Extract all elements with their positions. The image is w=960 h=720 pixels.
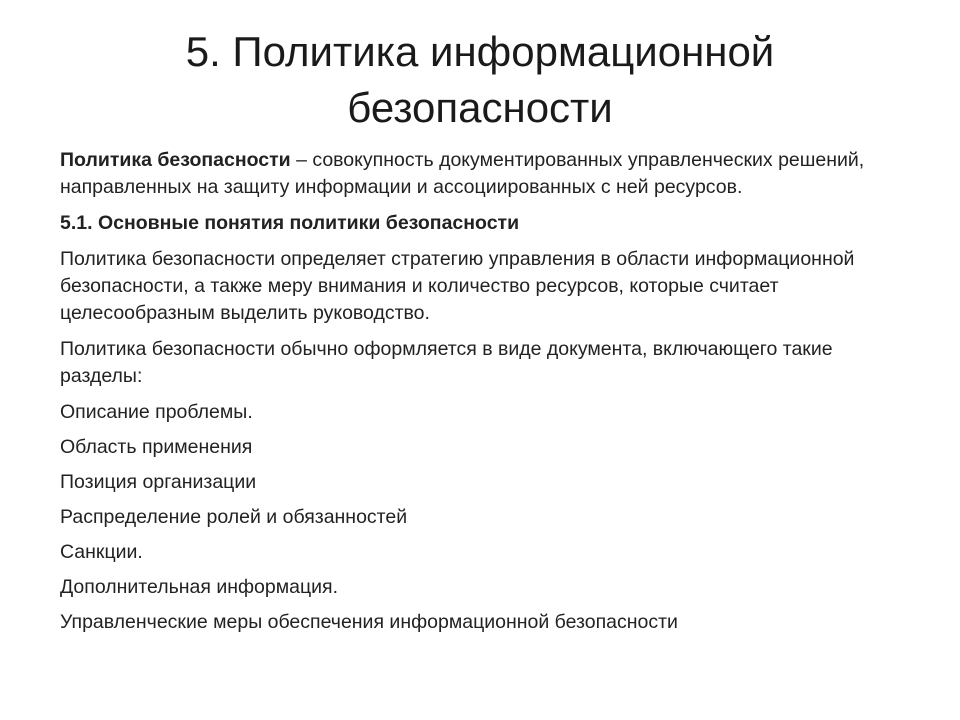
body-paragraph: Политика безопасности определяет стратегию управления в области информационной безопасности, а также меру внимания и количество ресурсов, которые считает целесообразным выделить руководство. <box>60 248 855 324</box>
list-item: Область применения <box>60 436 253 458</box>
body-paragraph: Политика безопасности обычно оформляется в виде документа, включающего такие разделы: <box>60 338 833 387</box>
list-item: Дополнительная информация. <box>60 576 339 598</box>
slide-title <box>60 24 900 136</box>
list-item: Описание проблемы. <box>60 401 253 423</box>
list-item: Распределение ролей и обязанностей <box>60 506 408 528</box>
list-item: Управленческие меры обеспечения информационной безопасности <box>60 611 678 633</box>
section-heading: 5.1. Основные понятия политики безопасности <box>60 212 520 234</box>
definition-term: Политика безопасности <box>60 149 291 171</box>
definition-text: – совокупность документированных управленческих решений, направленных на защиту информации и ассоциированных с ней ресурсов. <box>60 149 865 198</box>
definition-paragraph <box>60 147 910 201</box>
list-item: Позиция организации <box>60 471 257 493</box>
list-item: Санкции. <box>60 541 143 563</box>
slide-body <box>60 147 910 644</box>
slide-title-line-1: 5. Политика информационной <box>185 28 775 75</box>
slide-title-line-2: безопасности <box>347 84 613 131</box>
